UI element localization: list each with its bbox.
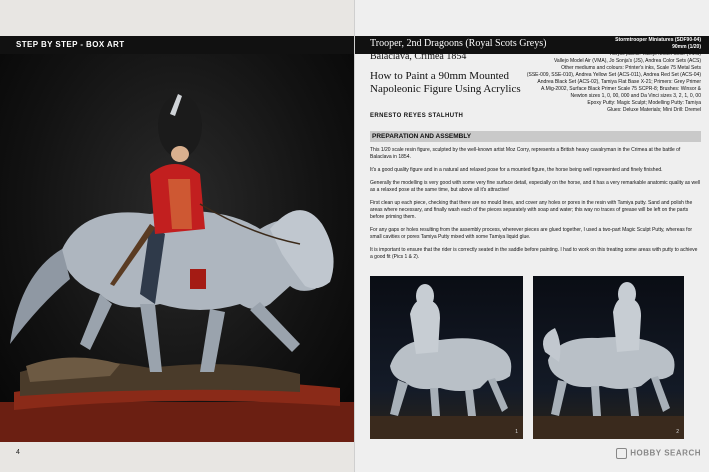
headline-line2: Napoleonic Figure Using Acrylics bbox=[370, 83, 521, 95]
primed-figure-photo-1 bbox=[370, 276, 523, 439]
spec-line: Andrea Black Set (ACS-02), Tamiya Flat Base X-21; Primers: Grey Primer bbox=[537, 79, 701, 85]
photo-number: 2 bbox=[676, 429, 679, 435]
body-paragraph: This 1/20 scale resin figure, sculpted by the well-known artist Moz Corry, represents a British heavy cavalryman in the Crimea at the battle of Balaclava in 1854. bbox=[370, 147, 681, 160]
article-body bbox=[370, 147, 701, 267]
grey-primed-horse-image bbox=[533, 276, 684, 439]
section-header: STEP BY STEP - BOX ART bbox=[16, 40, 125, 49]
spec-line: Vallejo Model Air (VMA), Jo Sonja's (JS), Andrea Color Sets (ACS) bbox=[553, 58, 701, 64]
section-heading: PREPARATION AND ASSEMBLY bbox=[372, 133, 472, 140]
body-paragraph: It's a good quality figure and in a natural and relaxed pose for a mounted figure, the horse being well represented and finely finished. bbox=[370, 167, 663, 173]
spec-line: Other mediums and colours: Printer's inks, Scale 75 Metal Sets bbox=[561, 65, 701, 71]
article-title-line1: Trooper, 2nd Dragoons (Royal Scots Greys) bbox=[370, 38, 547, 49]
article-title-line2: Balaclava, Crimea 1854 bbox=[370, 51, 467, 62]
headline-line1: How to Paint a 90mm Mounted bbox=[370, 70, 510, 82]
spec-manufacturer: Stormtrooper Miniatures (SDF90-04) bbox=[615, 37, 701, 43]
spec-scale: 90mm (1/20) bbox=[672, 44, 701, 50]
author-name: ERNESTO REYES STALHUTH bbox=[370, 113, 464, 119]
box-art-photo bbox=[0, 54, 354, 442]
left-page bbox=[0, 0, 354, 472]
body-paragraph: It is important to ensure that the rider is correctly seated in the saddle before painting. I had to work on this treating some areas with putty to achieve a good fit (Pics 1 & 2). bbox=[370, 247, 698, 260]
spec-line: Acrylic paints: Vallejo Model Color (VMC) bbox=[609, 51, 701, 57]
spec-line: (SSE-009, SSE-010), Andrea Yellow Set (ACS-011), Andrea Red Set (ACS-04) bbox=[526, 72, 701, 78]
watermark bbox=[616, 448, 701, 459]
left-header-bar bbox=[0, 36, 354, 54]
section-heading-bar bbox=[370, 131, 701, 142]
spec-line: A.Mig-2002, Surface Black Primer Scale 75 SCPR-8; Brushes: Winsor & bbox=[540, 86, 701, 92]
spec-line: Epoxy Putty: Magic Sculpt; Modelling Putty: Tamiya bbox=[587, 100, 701, 106]
hobby-search-logo-icon bbox=[616, 448, 627, 459]
right-page bbox=[355, 0, 709, 472]
primed-figure-photo-2 bbox=[533, 276, 684, 439]
painted-cavalry-figure-photo bbox=[0, 54, 354, 442]
materials-spec-box bbox=[491, 37, 701, 114]
body-paragraph: First clean up each piece, checking that there are no mould lines, and cover any holes or pores in the resin with Tamiya putty. Sand and polish the areas where necessary, and finally wash each of the pieces separately with soap and water; this way no traces of grease will be left on the parts before priming them. bbox=[370, 200, 693, 220]
photo-number: 1 bbox=[515, 429, 518, 435]
spec-line: Glues: Deluxe Materials; Mini Drill: Dremel bbox=[607, 107, 701, 113]
watermark-text: HOBBY SEARCH bbox=[630, 448, 701, 458]
page-number: 4 bbox=[16, 449, 20, 456]
body-paragraph: For any gaps or holes resulting from the assembly process, wherever pieces are glued together, I used a two-part Magic Sculpt Putty, whereas for small cavities or pores Tamiya Putty mixed with some Tamiya liquid glue. bbox=[370, 227, 693, 240]
body-paragraph: Generally the modelling is very good with some very fine surface detail, especially on the horse, and it has a very remarkable anatomic quality as well as a relaxed pose at the same time, but above all it's attractive! bbox=[370, 180, 701, 193]
spec-line: Newton sizes 1, 0, 00, 000 and Da Vinci sizes 3, 2, 1, 0, 00 bbox=[570, 93, 701, 99]
grey-primed-horse-image bbox=[370, 276, 523, 439]
